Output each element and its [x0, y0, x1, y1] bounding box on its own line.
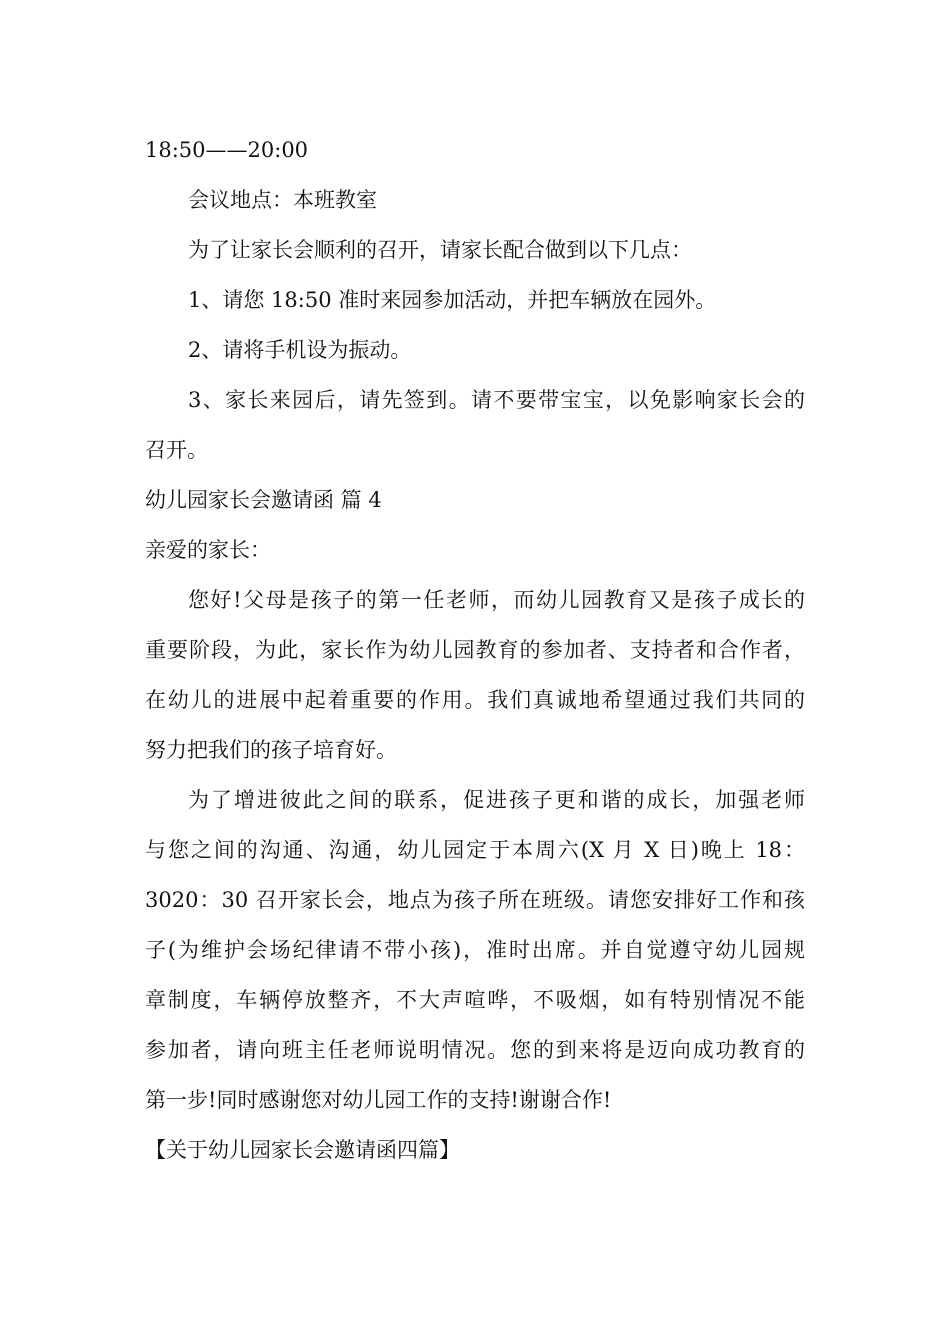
- meeting-location-line: 会议地点：本班教室: [188, 188, 377, 212]
- paragraph-2-line-7: 第一步!同时感谢您对幼儿园工作的支持!谢谢合作!: [145, 1088, 612, 1112]
- paragraph-2-line-2: 与您之间的沟通、沟通，幼儿园定于本周六(X 月 X 日)晚上 18：: [145, 838, 805, 862]
- instruction-item-3: 3、家长来园后，请先签到。请不要带宝宝，以免影响家长会的: [188, 388, 805, 412]
- paragraph-1-line-1: 您好!父母是孩子的第一任老师，而幼儿园教育又是孩子成长的: [188, 588, 805, 612]
- paragraph-1-line-3: 在幼儿的进展中起着重要的作用。我们真诚地希望通过我们共同的: [145, 688, 805, 712]
- salutation: 亲爱的家长：: [145, 538, 271, 562]
- paragraph-1-line-2: 重要阶段，为此，家长作为幼儿园教育的参加者、支持者和合作者，: [145, 638, 805, 662]
- instruction-item-2: 2、请将手机设为振动。: [188, 338, 412, 362]
- document-page: [145, 125, 805, 1175]
- instructions-intro-line: 为了让家长会顺利的召开，请家长配合做到以下几点：: [188, 238, 692, 262]
- closing-title: 【关于幼儿园家长会邀请函四篇】: [145, 1138, 460, 1162]
- paragraph-2-line-6: 参加者，请向班主任老师说明情况。您的到来将是迈向成功教育的: [145, 1038, 805, 1062]
- paragraph-2-line-1: 为了增进彼此之间的联系，促进孩子更和谐的成长，加强老师: [188, 788, 805, 812]
- instruction-item-1: 1、请您 18:50 准时来园参加活动，并把车辆放在园外。: [188, 288, 717, 312]
- paragraph-1-line-4: 努力把我们的孩子培育好。: [145, 738, 397, 762]
- time-range-line: 18:50——20:00: [145, 138, 309, 162]
- instruction-item-3-continued: 召开。: [145, 438, 208, 462]
- paragraph-2-line-5: 章制度，车辆停放整齐，不大声喧哗，不吸烟，如有特别情况不能: [145, 988, 805, 1012]
- section-heading: 幼儿园家长会邀请函 篇 4: [145, 488, 382, 512]
- paragraph-2-line-4: 子(为维护会场纪律请不带小孩)，准时出席。并自觉遵守幼儿园规: [145, 938, 805, 962]
- paragraph-2-line-3: 3020：30 召开家长会，地点为孩子所在班级。请您安排好工作和孩: [145, 888, 805, 912]
